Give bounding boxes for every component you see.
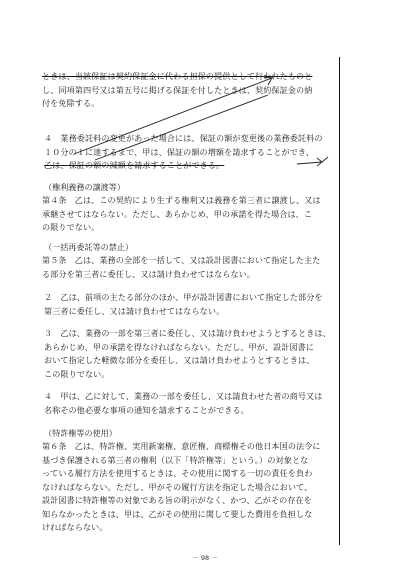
article-5-p1 xyxy=(42,254,327,281)
text-line: 承継させてはならない。ただし、あらかじめ、甲の承諾を得た場合は、こ xyxy=(42,208,313,219)
text-line: 第４条 乙は、この契約により生ずる権利又は義務を第三者に譲渡し、又は xyxy=(42,195,321,205)
page-number: － 98 － xyxy=(192,554,218,562)
text-line: 第５条 乙は、業務の全部を一括して、又は設計図書において指定した主た xyxy=(42,255,321,265)
text-line: ３ 乙は、業務の一部を第三者に委任し、又は請け負わせようとするときは、 xyxy=(44,328,331,338)
carryover-paragraph xyxy=(42,70,327,111)
article-6-body xyxy=(42,440,327,535)
text-line: 第三者に委任し、又は請け負わせてはならない。 xyxy=(44,305,225,316)
text-line: あらかじめ、甲の承諾を得なければならない。ただし、甲が、設計図書に xyxy=(44,341,315,352)
text-line: この限りでない。 xyxy=(44,368,110,379)
clause-4-paragraph xyxy=(44,132,329,173)
article-6-heading: （特許権等の使用） xyxy=(44,428,117,438)
text-line: ければならない。 xyxy=(42,522,108,532)
article-5-p2 xyxy=(44,291,329,318)
text-line: の限りでない。 xyxy=(42,222,100,232)
article-5-p4 xyxy=(44,390,329,417)
article-5-p3 xyxy=(44,327,329,381)
text-line: ときは、当該保証は契約保証金に代わる担保の提供として行われたものと xyxy=(42,71,313,81)
article-5-heading: （一括再委託等の禁止） xyxy=(44,242,134,252)
text-line: ４ 業務委託料の変更があった場合には、保証の額が変更後の業務委託料の xyxy=(44,133,323,143)
text-line: ２ 乙は、前項の主たる部分のほか、甲が設計図書において指定した部分を xyxy=(44,292,323,302)
text-line: 名称その他必要な事項の通知を請求することができる。 xyxy=(44,404,249,415)
text-line: 第６条 乙は、特許権、実用新案権、意匠権、商標権その他日本国の法令に xyxy=(42,441,321,451)
text-line: し、同項第四号又は第五号に掲げる保証を付したときは、契約保証金の納 xyxy=(42,84,313,95)
text-line: る部分を第三者に委任し、又は請け負わせてはならない。 xyxy=(42,268,256,279)
article-4-body xyxy=(42,194,327,235)
text-line: おいて指定した軽微な部分を委任し、又は請け負わせようとするときは、 xyxy=(44,355,315,365)
article-4-heading: （権利義務の譲渡等） xyxy=(44,182,125,192)
text-line: 基づき保護される第三者の権利（以下「特許権等」という。）の対象とな xyxy=(42,454,309,465)
text-line: ４ 甲は、乙に対して、業務の一部を委任し、又は請負わせた者の商号又は xyxy=(44,391,323,401)
text-line: 設計図書に特許権等の対象である旨の明示がなく、かつ、乙がその存在を xyxy=(42,495,312,505)
text-line: 乙は、保証の額の減額を請求することができる。 xyxy=(44,160,225,170)
text-line: 付を免除する。 xyxy=(42,98,100,108)
text-line: 知らなかったときは、甲は、乙がその使用に関して要した費用を負担しな xyxy=(42,508,313,519)
text-line: っている履行方法を使用するときは、その使用に関する一切の責任を負わ xyxy=(42,468,313,478)
margin-rule xyxy=(339,57,340,545)
text-line: なければならない。ただし、甲がその履行方法を指定した場合において、 xyxy=(42,481,313,492)
text-line: １０分の１に達するまで、甲は、保証の額の増額を請求することができ、 xyxy=(44,146,314,157)
